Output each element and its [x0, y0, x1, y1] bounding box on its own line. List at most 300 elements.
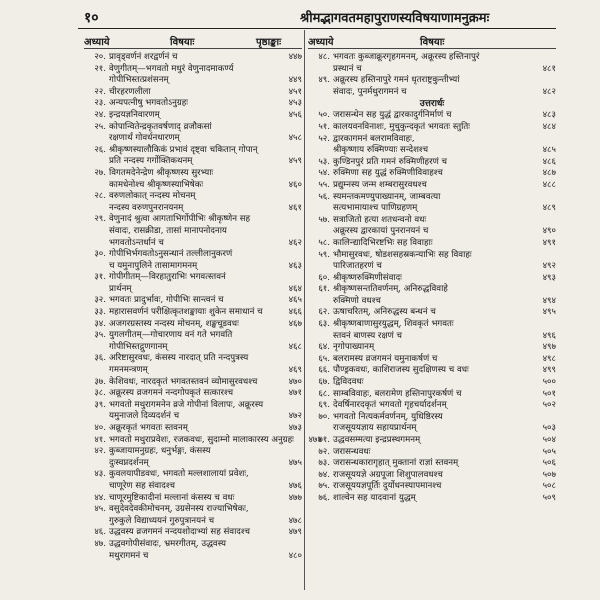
left-contents-column [84, 52, 322, 592]
chapter-number: ६१. [318, 284, 330, 295]
toc-entry [308, 493, 556, 505]
chapter-number: ५९. [318, 249, 330, 260]
page-ref [528, 412, 556, 424]
chapter-subject: प्रस्थानं च [333, 63, 362, 74]
chapter-subject: कोपान्वितेन्द्रकृतवर्षणाद् व्रजौकसां [109, 121, 212, 132]
toc-entry [84, 238, 302, 250]
page-ref: ४४९ [288, 75, 302, 86]
page-ref [274, 272, 302, 284]
toc-entry [84, 180, 302, 192]
chapter-number: ४३. [94, 469, 106, 480]
page-ref [274, 214, 302, 226]
chapter-subject: द्विविदवधः [333, 377, 364, 388]
page-ref: ४९२ [542, 261, 556, 272]
chapter-subject: श्रीकृष्णरुक्मिणीसंवादः [333, 272, 402, 283]
toc-entry [308, 423, 556, 435]
chapter-number: ५३. [318, 156, 330, 167]
toc-entry [84, 168, 302, 180]
chapter-number: ५०. [318, 110, 330, 121]
page-ref: ४७४ [308, 434, 322, 445]
chapter-number: ३६. [94, 353, 106, 364]
page-ref [528, 134, 556, 146]
chapter-subject: श्रीकृष्णबाणासुरयुद्धम्, शिवकृतं भगवतः [333, 319, 454, 330]
page-number: १० [84, 10, 99, 26]
page-ref: ४६६ [288, 307, 302, 318]
chapter-number: ६६. [318, 365, 330, 376]
chapter-number: २९. [94, 214, 106, 225]
chapter-number: ३०. [94, 249, 106, 260]
toc-entry [308, 192, 556, 204]
chapter-number: ७०. [318, 411, 330, 422]
page-ref [274, 330, 302, 342]
chapter-subject: यमुनाजले दिव्यदर्शनं च [109, 411, 180, 422]
chapter-subject: भगवतो नित्यकर्मवर्णनम्, युधिष्ठिरस्य [333, 411, 443, 422]
page-ref: ४५६ [288, 109, 302, 120]
toc-entry [308, 250, 556, 262]
toc-entry [308, 400, 556, 412]
page-ref: ४४७ [288, 52, 302, 62]
chapter-subject: कुब्जायामनुग्रहः, धनुर्भङ्गः, कंसस्य [109, 446, 211, 457]
chapter-number: ४१. [94, 434, 106, 445]
chapter-number: ३२. [94, 295, 106, 306]
chapter-subject: चाणूरेण सह संवादश्च [109, 480, 175, 491]
chapter-number: ५२. [318, 133, 330, 144]
toc-entry [308, 447, 556, 459]
page-ref: ४७५ [288, 457, 302, 468]
toc-entry [308, 110, 556, 122]
chapter-number: ६३. [318, 319, 330, 330]
toc-entry [84, 203, 302, 215]
page-ref: ५०५ [542, 446, 556, 457]
chapter-subject: देवर्षिनारदकृतं भगवतो गृहचर्यादर्शनम् [333, 400, 447, 411]
page-ref: ४६८ [288, 341, 302, 352]
toc-entry [84, 191, 302, 203]
toc-entry [84, 249, 302, 261]
chapter-number: ५१. [318, 121, 330, 132]
chapter-subject: बलरामस्य व्रजगमनं यमुनाकर्षणं च [333, 353, 438, 364]
page-ref: ४८९ [542, 203, 556, 214]
chapter-number: ४०. [94, 423, 106, 433]
chapter-subject: उद्धवस्य व्रजगमनं नन्दयशोदाभ्यां सह संवादश्च [109, 527, 250, 538]
page-ref: ४९१ [542, 237, 556, 248]
page-ref: ४७९ [288, 527, 302, 538]
chapter-subject: अजगरग्रस्तस्य नन्दस्य मोचनम्, शङ्खचूडवधः [109, 318, 239, 329]
page-ref [528, 284, 556, 296]
chapter-subject: पारिजातहरणं च [333, 261, 382, 272]
page-ref: ४५१ [288, 86, 302, 97]
chapter-subject: वसुदेवदेवकीमोचनम्, उग्रसेनस्य राज्याभिषेकः, [109, 504, 249, 515]
chapter-subject: संवादः, पुनर्मथुरागमनं च [333, 86, 407, 97]
toc-entry [84, 87, 302, 99]
left-page-header: पृष्ठाङ्काः [256, 37, 282, 48]
toc-entry [308, 261, 556, 273]
page-ref: ५०८ [542, 481, 556, 492]
left-subject-header: विषयाः [170, 37, 195, 48]
toc-entry [84, 353, 302, 365]
toc-entry [84, 539, 302, 551]
toc-entry [308, 145, 556, 157]
chapter-subject: प्रद्युम्नस्य जन्म शम्बरासुरवधश्च [333, 179, 427, 190]
toc-entry [308, 226, 556, 238]
toc-entry [84, 469, 302, 481]
chapter-number: ३९. [94, 399, 106, 410]
toc-entry [84, 226, 302, 238]
page-ref: ५०२ [542, 400, 556, 411]
page-ref: ४७१ [288, 388, 302, 399]
toc-entry [308, 319, 556, 331]
toc-entry [84, 295, 302, 307]
toc-entry [308, 122, 556, 134]
toc-entry [84, 400, 302, 412]
chapter-subject: पौण्ड्रकवधः, काशिराजस्य सुदक्षिणस्य च वधः [333, 365, 469, 376]
page-ref: ४६४ [288, 283, 302, 294]
chapter-number: ४४. [94, 492, 106, 503]
chapter-number: ४५. [94, 504, 106, 515]
page-ref: ५०० [542, 377, 556, 388]
page-ref: ४९४ [542, 295, 556, 306]
chapter-subject: भगवतः कुब्जाक्रूरगृहगमनम्, अक्रूरस्य हस्तिनापुरं [333, 52, 480, 62]
header-rule [78, 28, 556, 29]
toc-entry [308, 296, 556, 308]
right-header-rule [308, 48, 556, 49]
page-ref [528, 75, 556, 87]
page-ref: ४८३ [542, 110, 556, 121]
page-ref [274, 504, 302, 516]
chapter-number: २८. [94, 191, 106, 202]
page-ref: ४७० [288, 376, 302, 387]
chapter-number: ६२. [318, 307, 330, 318]
page-ref: ४७२ [288, 411, 302, 422]
page-ref [274, 226, 302, 238]
chapter-subject: जरासन्धेन सह युद्धं द्वारकादुर्गनिर्माणं च [333, 110, 452, 121]
chapter-subject: सत्राजितो हत्या शतधन्वनो वधः [333, 214, 427, 225]
toc-entry [84, 98, 302, 110]
chapter-number: ५८. [318, 237, 330, 248]
page-ref: ५०१ [542, 388, 556, 399]
toc-entry [84, 122, 302, 134]
chapter-number: ६८. [318, 388, 330, 399]
page-ref: ४८५ [542, 145, 556, 156]
toc-entry [308, 238, 556, 250]
chapter-subject: स्तवनं बाणस्य रक्षणं च [333, 330, 403, 341]
toc-entry [308, 180, 556, 192]
page-ref: ४५८ [288, 133, 302, 144]
toc-entry [308, 377, 556, 389]
chapter-number: ६५. [318, 353, 330, 364]
chapter-number: ७२. [318, 446, 330, 457]
page-ref: ४९५ [542, 307, 556, 318]
chapter-subject: अक्रूरस्य द्वारकायां पुनरानयनं च [333, 226, 429, 237]
page-ref: ४५३ [288, 98, 302, 109]
section-heading: उत्तरार्धः [419, 99, 445, 110]
page-ref [528, 52, 556, 64]
toc-entry [84, 493, 302, 505]
chapter-subject: दुःस्वप्नदर्शनम् [109, 457, 149, 468]
chapter-number: २०. [94, 52, 106, 62]
chapter-subject: कामधेनोश्च श्रीकृष्णस्याभिषेकः [109, 179, 204, 190]
chapter-subject: उद्धवसम्मत्या इन्द्रप्रस्थगमनम् [333, 435, 421, 445]
page-ref [274, 353, 302, 365]
chapter-number: ७१. [318, 435, 330, 445]
chapter-number: ५७. [318, 214, 330, 225]
chapter-subject: भौमासुरवधः, षोडशसहस्रकन्याभिः सह विवाहः [333, 249, 472, 260]
toc-entry [84, 319, 302, 331]
toc-entry [84, 388, 302, 400]
toc-entry [308, 365, 556, 377]
toc-entry [308, 284, 556, 296]
toc-entry [308, 389, 556, 401]
toc-entry [308, 481, 556, 493]
chapter-subject: गमनमन्त्रणम् [109, 365, 148, 376]
page-ref: ४५९ [288, 156, 302, 167]
left-chapter-header: अध्याये [84, 37, 110, 48]
chapter-number: ७३. [318, 458, 330, 469]
chapter-number: ३५. [94, 330, 106, 341]
page-ref [274, 64, 302, 76]
chapter-subject: श्रीकृष्णसन्ततिवर्णनम्, अनिरुद्धविवाहे [333, 284, 448, 295]
page-ref [274, 469, 302, 481]
toc-entry [84, 434, 322, 447]
chapter-subject: वेणुगीतम्—भगवतो मधुरं वेणुनादमाकर्ण्य [109, 63, 234, 74]
toc-entry [84, 342, 302, 354]
chapter-subject: कालिन्द्यादिभिरष्टभिः सह विवाहाः [333, 237, 433, 248]
page-ref [274, 191, 302, 203]
page-ref [528, 250, 556, 262]
chapter-subject: भगवतो मथुरागमनेन व्रजे गोपीनां विलापः, अक्रूरस्य [109, 399, 264, 410]
chapter-number: ७४. [318, 469, 330, 480]
chapter-subject: जरासन्धवधः [333, 446, 371, 457]
toc-entry [308, 203, 556, 215]
page-ref [274, 122, 302, 134]
toc-entry [308, 215, 556, 227]
chapter-subject: भगवतोऽन्तर्धानं च [109, 237, 164, 248]
chapter-subject: केशिवधः, नारदकृतं भगवतस्तवनं व्योमासुरवधश्च [109, 376, 258, 387]
page-ref: ४८१ [542, 63, 556, 74]
toc-entry [84, 481, 302, 493]
chapter-subject: गोपीभिर्भगवतोऽनुसन्धानं तल्लीलानुकरणं [109, 249, 233, 260]
toc-entry [84, 284, 302, 296]
page-ref: ५०३ [542, 423, 556, 434]
toc-entry [308, 412, 556, 424]
toc-entry [84, 214, 302, 226]
toc-entry [84, 330, 302, 342]
page-ref: ५०९ [542, 492, 556, 503]
chapter-subject: संवादः, रासक्रीडा, तासां मानापनोदनाय [109, 225, 227, 236]
toc-entry [84, 504, 302, 516]
chapter-subject: वेणुनादं श्रुत्वा आगताभिर्गोपीभिः श्रीकृष्णेन सह [109, 214, 251, 225]
chapter-subject: रुक्मिणो वधश्च [333, 295, 381, 306]
chapter-subject: गोपीभिस्तत्प्रशंसनम् [109, 75, 169, 86]
chapter-number: २३. [94, 98, 106, 109]
chapter-subject: च यमुनापुलिने तासामागमनम् [109, 260, 198, 271]
toc-entry [84, 551, 302, 563]
toc-entry [308, 458, 556, 470]
toc-entry [308, 342, 556, 354]
chapter-number: ६७. [318, 377, 330, 388]
chapter-number: ४८. [318, 52, 330, 62]
chapter-subject: विगतमदेनेन्द्रेण श्रीकृष्णस्य सुरभ्याः [109, 167, 214, 178]
chapter-subject: वरुणलोकात् नन्दस्य मोचनम् [109, 191, 196, 202]
chapter-subject: अक्रूरस्य व्रजगमनं नन्दगोपकृतं सत्कारश्च [109, 388, 234, 399]
right-subject-header: विषयाः [420, 37, 445, 48]
chapter-subject: नन्दस्य वरुणपुनरानयनम् [109, 202, 184, 213]
chapter-number: ४६. [94, 527, 106, 538]
chapter-number: ६४. [318, 342, 330, 353]
toc-entry [308, 331, 556, 343]
chapter-subject: कुवलयापीडवधः, भगवतो मल्लशालायां प्रवेशः, [109, 469, 249, 480]
toc-entry [308, 307, 556, 319]
chapter-number: २६. [94, 144, 106, 155]
toc-entry [84, 133, 302, 145]
page-ref: ४६१ [288, 202, 302, 213]
page-ref: ४८८ [542, 179, 556, 190]
toc-entry [308, 52, 556, 64]
chapter-number: ३३. [94, 307, 106, 318]
chapter-number: २१. [94, 63, 106, 74]
toc-entry [84, 52, 302, 64]
chapter-number: ३७. [94, 376, 106, 387]
chapter-subject: चीरहरणलीला [109, 86, 151, 97]
page-ref [274, 249, 302, 261]
page-ref: ४७३ [288, 423, 302, 433]
chapter-subject: साम्बविवाहः, बलरामेण हस्तिनापुरकर्षणं च [333, 388, 462, 399]
toc-entry [84, 423, 302, 435]
page-ref: ४७७ [288, 492, 302, 503]
toc-entry [84, 516, 302, 528]
toc-entry [84, 446, 302, 458]
page-ref [274, 539, 302, 551]
toc-entry [84, 156, 302, 168]
chapter-subject: रक्षणार्थं गोवर्धनधारणम् [109, 133, 180, 144]
chapter-subject: श्रीकृष्णस्यालौकिकं प्रभावं दृष्ट्वा चकितान् गोपान् [109, 144, 258, 155]
chapter-subject: कुण्डिनपुरं प्रति गमनं रुक्मिणीहरणं च [333, 156, 448, 167]
chapter-subject: रुक्मिणा सह युद्धं रुक्मिणीविवाहश्च [333, 168, 443, 179]
chapter-number: २५. [94, 121, 106, 132]
page-ref [274, 145, 302, 157]
toc-entry [308, 157, 556, 169]
column-divider [304, 30, 305, 590]
toc-entry [308, 87, 556, 99]
toc-entry [84, 411, 302, 423]
right-contents-column [308, 52, 556, 592]
chapter-subject: राजसूययज्ञाय सहायप्रार्थनम् [333, 423, 417, 434]
page-ref: ४८२ [542, 86, 556, 97]
chapter-subject: कालयवनविनाशः, मुचुकुन्दकृतं भगवतः स्तुतिः [333, 121, 470, 132]
chapter-subject: महारासवर्णनं परीक्षित्कृतशङ्कायाः शुकेन समाधानं च [109, 307, 263, 318]
page-ref: ४८७ [542, 168, 556, 179]
chapter-number: ५५. [318, 179, 330, 190]
toc-entry [84, 145, 302, 157]
page-ref: ४७६ [288, 480, 302, 491]
toc-entry [308, 168, 556, 180]
chapter-subject: अक्रूरस्य हस्तिनापुरे गमनं धृतराष्ट्रकुन्तीभ्यां [333, 75, 460, 86]
chapter-subject: अन्यपत्नीषु भगवतोऽनुग्रहः [109, 98, 189, 109]
page-ref: ४७८ [288, 515, 302, 526]
page-ref [528, 215, 556, 227]
chapter-number: ६९. [318, 400, 330, 411]
page-ref: ४९८ [542, 353, 556, 364]
chapter-subject: स्यमन्तकमण्युपाख्यानम्, जाम्बवत्या [333, 191, 441, 202]
page-ref: ४८६ [542, 156, 556, 167]
chapter-number: ७६. [318, 492, 330, 503]
chapter-number: ३४. [94, 318, 106, 329]
chapter-subject: सत्यभामायाश्च पाणिग्रहणम् [333, 203, 418, 214]
chapter-subject: भगवतो मथुराप्रवेशः, रजकवधः, सुदाम्नो मालाकारस्य अनुग्रहः [109, 434, 294, 445]
chapter-subject: नृगोपाख्यानम् [333, 342, 375, 353]
page-ref [528, 192, 556, 204]
page-ref: ४९३ [542, 272, 556, 283]
chapter-number: ३१. [94, 272, 106, 283]
page-ref: ४६९ [288, 365, 302, 376]
page-ref [274, 400, 302, 412]
chapter-number: ६०. [318, 272, 330, 283]
chapter-number: ४७. [94, 538, 106, 549]
chapter-subject: श्रीकृष्णाय रुक्मिण्याः सन्देशश्च [333, 145, 429, 156]
chapter-subject: उद्धवगोपीसंवादः, भ्रमरगीतम्, उद्धवस्य [109, 538, 227, 549]
chapter-number: २४. [94, 109, 106, 120]
chapter-subject: राजसूययज्ञपूर्तिः दुर्योधनस्यापमानश्च [333, 481, 442, 492]
toc-entry [84, 75, 302, 87]
toc-entry [308, 273, 556, 285]
toc-entry [84, 307, 302, 319]
left-header-rule [84, 48, 302, 49]
page-ref: ४८० [288, 550, 302, 561]
chapter-subject: भगवतः प्रादुर्भावः, गोपीभिः सान्त्वनं च [109, 295, 224, 306]
chapter-subject: अक्रूरकृतं भगवतः स्तवनम् [109, 423, 188, 433]
page-ref: ४९९ [542, 365, 556, 376]
toc-entry [84, 365, 302, 377]
toc-entry [84, 377, 302, 389]
chapter-number: २२. [94, 86, 106, 97]
chapter-subject: चाणूरमुष्टिकादीनां मल्लानां कंसस्य च वधः [109, 492, 235, 503]
chapter-subject: युगलगीतम्—गोचारणाय वनं गते भगवति [109, 330, 233, 341]
chapter-subject: ऊषाचरितम्, अनिरुद्धस्य बन्धनं च [333, 307, 436, 318]
chapter-number: ४९. [318, 75, 330, 86]
page-ref: ४६५ [288, 295, 302, 306]
toc-entry [308, 435, 556, 447]
chapter-number: २७. [94, 167, 106, 178]
chapter-number: ४२. [94, 446, 106, 457]
page-ref [274, 446, 302, 458]
chapter-subject: राजसूययज्ञे अग्रपूजा शिशुपालवधश्च [333, 469, 443, 480]
chapter-subject: गुरुकुले विद्याध्ययनं गुरुपुत्रानयनं च [109, 515, 215, 526]
chapter-number: ५६. [318, 191, 330, 202]
toc-entry [308, 470, 556, 482]
page-ref: ५०७ [542, 469, 556, 480]
toc-entry [84, 527, 302, 539]
page-ref: ४९७ [542, 342, 556, 353]
toc-entry [308, 75, 556, 87]
chapter-subject: इन्द्रयज्ञनिवारणम् [109, 109, 160, 120]
toc-entry [308, 134, 556, 146]
page-ref: ५०४ [542, 435, 556, 445]
page-ref: ४९६ [542, 330, 556, 341]
page-ref: ४९० [542, 226, 556, 237]
toc-entry [84, 458, 302, 470]
page-ref: ५०६ [542, 458, 556, 469]
page-ref: ४६७ [288, 318, 302, 329]
chapter-number: ७५. [318, 481, 330, 492]
toc-entry [84, 110, 302, 122]
page-ref [274, 168, 302, 180]
page-ref: ४८४ [542, 121, 556, 132]
toc-entry [84, 261, 302, 273]
chapter-subject: प्रति नन्दस्य गर्गोक्तिकथनम् [109, 156, 193, 167]
page-header [0, 0, 600, 34]
toc-entry [84, 64, 302, 76]
page-ref: ४६२ [288, 237, 302, 248]
running-title: श्रीमद्भागवतमहापुराणस्यविषयाणामनुक्रमः [300, 11, 490, 26]
